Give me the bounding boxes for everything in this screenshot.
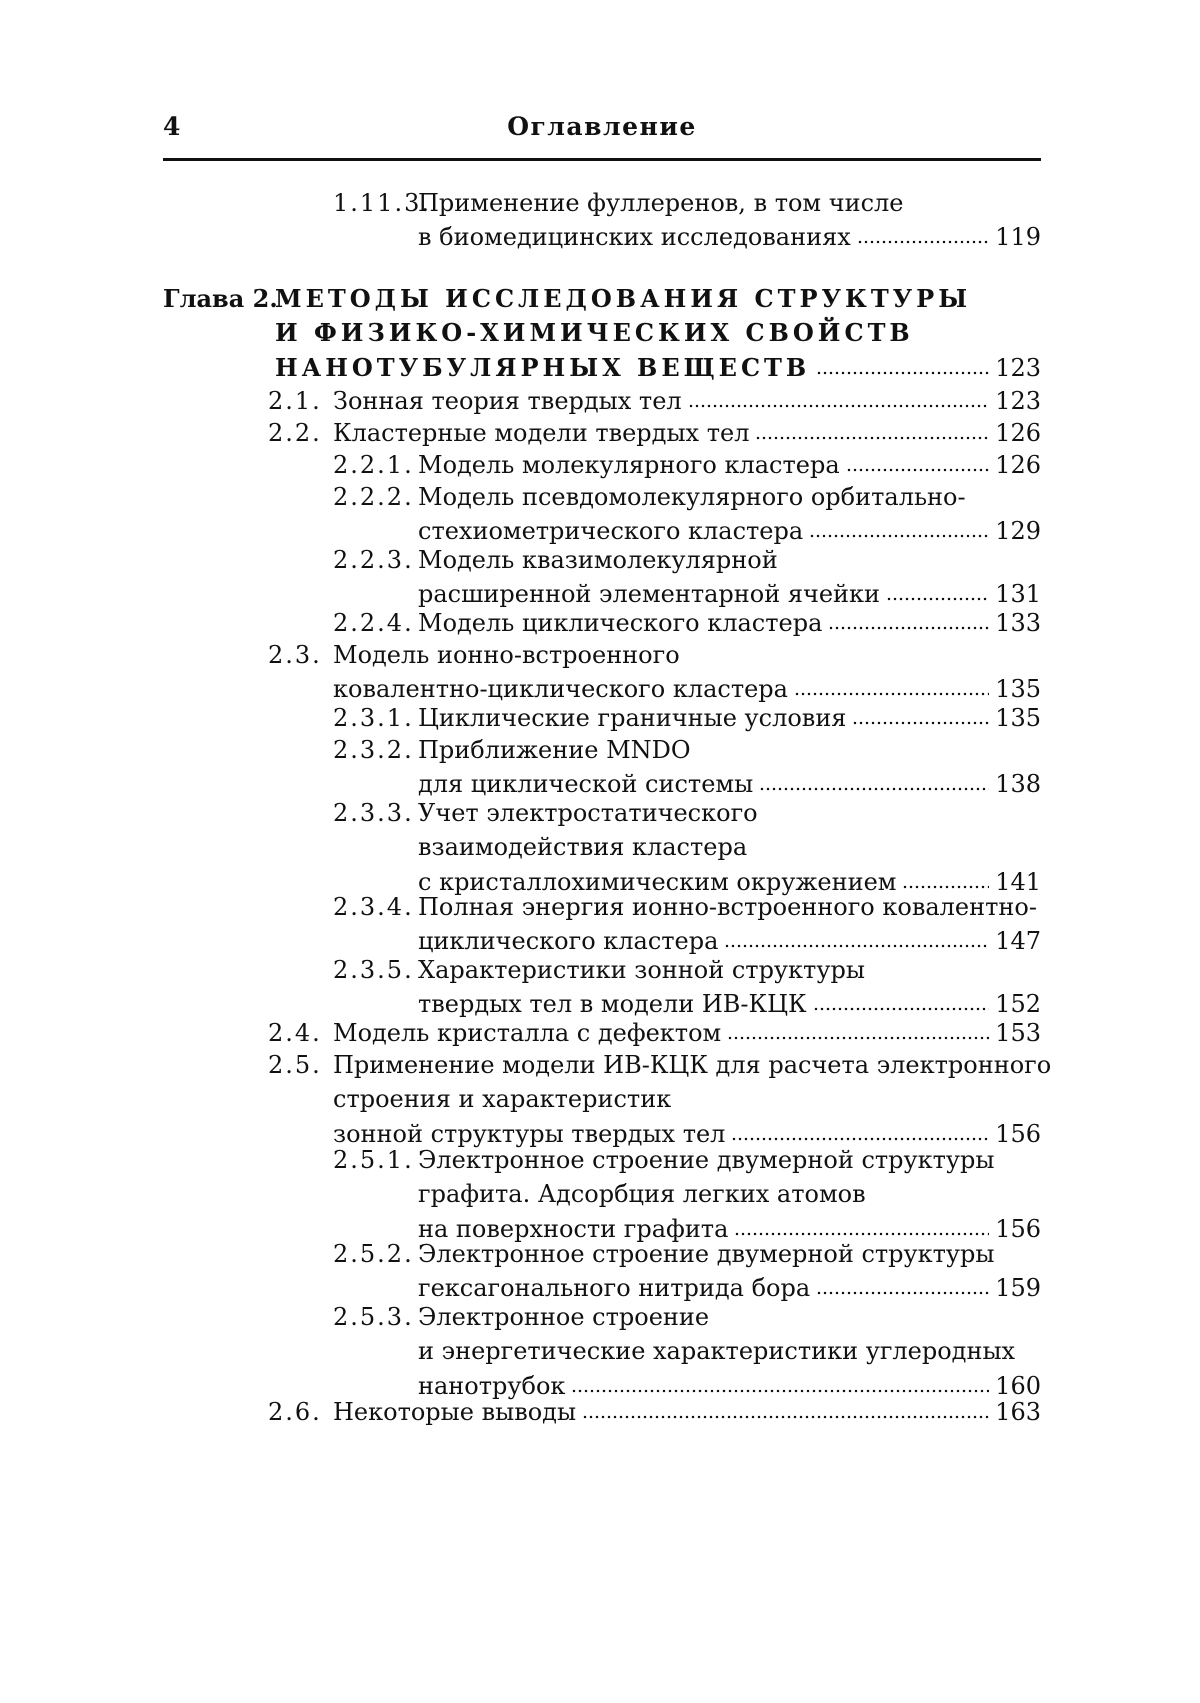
section-number: 2.5.2. bbox=[333, 1240, 414, 1268]
dot-leader bbox=[731, 1122, 989, 1142]
toc-entry-line bbox=[163, 480, 1041, 514]
section-title: взаимодействия кластера bbox=[418, 833, 748, 862]
section-title: Применение фуллеренов, в том числе bbox=[418, 189, 904, 217]
toc-leader-line bbox=[418, 701, 1041, 735]
dot-leader bbox=[727, 1021, 989, 1041]
page-reference: 163 bbox=[995, 1398, 1041, 1426]
toc-leader-line bbox=[333, 1016, 1041, 1050]
section-number: 2.2.2. bbox=[333, 483, 414, 511]
page-reference: 135 bbox=[995, 704, 1041, 732]
page-reference: 156 bbox=[995, 1119, 1041, 1148]
section-title: Некоторые выводы bbox=[333, 1398, 577, 1426]
dot-leader bbox=[759, 772, 989, 792]
toc-leader-line bbox=[333, 1395, 1041, 1429]
section-number: 2.5.3. bbox=[333, 1303, 414, 1331]
running-title: Оглавление bbox=[507, 112, 697, 141]
dot-leader bbox=[809, 519, 989, 539]
dot-leader bbox=[816, 1276, 989, 1296]
toc-entry-line bbox=[163, 1237, 1041, 1271]
section-title: расширенной элементарной ячейки bbox=[418, 580, 881, 609]
toc-entry-line bbox=[163, 1395, 1041, 1429]
section-title: строения и характеристик bbox=[333, 1085, 672, 1114]
toc-entry-line bbox=[163, 1082, 1041, 1116]
dot-leader bbox=[902, 870, 989, 890]
header-rule bbox=[163, 158, 1041, 161]
section-title: циклического кластера bbox=[418, 927, 719, 956]
toc-entry-line bbox=[163, 701, 1041, 735]
toc-entry-line bbox=[163, 1334, 1041, 1368]
section-number: 2.4. bbox=[268, 1019, 322, 1047]
toc-entry-line bbox=[163, 830, 1041, 864]
section-number: 2.1. bbox=[268, 387, 322, 415]
dot-leader bbox=[852, 706, 989, 726]
toc-entry-line bbox=[163, 220, 1041, 254]
toc-entry-line bbox=[163, 890, 1041, 924]
section-number: 2.2.4. bbox=[333, 609, 414, 637]
page-reference: 126 bbox=[995, 451, 1041, 479]
page-reference: 123 bbox=[995, 353, 1041, 382]
section-title: в биомедицинских исследованиях bbox=[418, 223, 851, 252]
page-reference: 156 bbox=[995, 1214, 1041, 1243]
toc-leader-line bbox=[275, 351, 1041, 385]
toc-entry-line bbox=[163, 1016, 1041, 1050]
section-title: Модель ионно-встроенного bbox=[333, 641, 680, 669]
section-number: 2.5. bbox=[268, 1051, 322, 1079]
toc-entry-line bbox=[163, 606, 1041, 640]
toc-leader-line bbox=[333, 384, 1041, 418]
page-number: 4 bbox=[163, 112, 181, 141]
section-number: 2.3. bbox=[268, 641, 322, 669]
section-title: Модель молекулярного кластера bbox=[418, 451, 840, 479]
section-number: 1.11.3. bbox=[333, 189, 431, 217]
section-title: Электронное строение bbox=[418, 1303, 710, 1331]
section-title: Применение модели ИВ-КЦК для расчета электронного bbox=[333, 1051, 1052, 1079]
section-title: Электронное строение двумерной структуры bbox=[418, 1146, 995, 1174]
section-title: графита. Адсорбция легких атомов bbox=[418, 1180, 866, 1209]
section-number: 2.3.3. bbox=[333, 799, 414, 827]
section-number: 2.3.5. bbox=[333, 956, 414, 984]
toc-entry-line bbox=[163, 953, 1041, 987]
toc-entry-line bbox=[163, 543, 1041, 577]
section-number: 2.2.1. bbox=[333, 451, 414, 479]
chapter-title: И ФИЗИКО-ХИМИЧЕСКИХ СВОЙСТВ bbox=[275, 318, 914, 348]
section-title: Зонная теория твердых тел bbox=[333, 387, 682, 415]
section-title: Учет электростатического bbox=[418, 799, 758, 827]
toc-chapter-line bbox=[163, 316, 1041, 350]
toc-chapter-line bbox=[163, 351, 1041, 385]
toc-entry-line bbox=[163, 638, 1041, 672]
page-reference: 159 bbox=[995, 1274, 1041, 1303]
section-title: Модель кристалла с дефектом bbox=[333, 1019, 722, 1047]
toc-leader-line bbox=[333, 416, 1041, 450]
page-reference: 119 bbox=[995, 223, 1041, 252]
section-title: Модель псевдомолекулярного орбитально- bbox=[418, 483, 966, 511]
page-header bbox=[163, 112, 1041, 154]
page-reference: 131 bbox=[995, 580, 1041, 609]
page-reference: 126 bbox=[995, 419, 1041, 447]
section-title: и энергетические характеристики углеродных bbox=[418, 1337, 1016, 1366]
chapter-title: НАНОТУБУЛЯРНЫХ ВЕЩЕСТВ bbox=[275, 352, 811, 382]
toc-leader-line bbox=[418, 606, 1041, 640]
dot-leader bbox=[734, 1217, 989, 1237]
page-reference: 133 bbox=[995, 609, 1041, 637]
toc-entry-line bbox=[163, 796, 1041, 830]
toc-entry-line bbox=[163, 1300, 1041, 1334]
section-title: на поверхности графита bbox=[418, 1214, 729, 1243]
toc-leader-line bbox=[418, 220, 1041, 254]
section-title: твердых тел в модели ИВ-КЦК bbox=[418, 990, 807, 1019]
page-reference: 147 bbox=[995, 927, 1041, 956]
section-number: 2.2. bbox=[268, 419, 322, 447]
chapter-number: Глава 2. bbox=[163, 284, 278, 313]
section-number: 2.5.1. bbox=[333, 1146, 414, 1174]
chapter-title: МЕТОДЫ ИССЛЕДОВАНИЯ СТРУКТУРЫ bbox=[275, 284, 972, 313]
toc-entry-line bbox=[163, 448, 1041, 482]
page-reference: 153 bbox=[995, 1019, 1041, 1047]
section-number: 2.2.3. bbox=[333, 546, 414, 574]
section-title: нанотрубок bbox=[418, 1371, 566, 1400]
section-title: Приближение MNDO bbox=[418, 736, 691, 764]
dot-leader bbox=[828, 611, 989, 631]
section-title: Кластерные модели твердых тел bbox=[333, 419, 750, 447]
dot-leader bbox=[571, 1374, 989, 1394]
toc-leader-line bbox=[418, 448, 1041, 482]
section-title: Характеристики зонной структуры bbox=[418, 956, 865, 984]
dot-leader bbox=[886, 582, 989, 602]
section-title: гексагонального нитрида бора bbox=[418, 1274, 811, 1303]
section-title: Циклические граничные условия bbox=[418, 704, 847, 732]
toc-entry-line bbox=[163, 1048, 1052, 1082]
toc-entry-line bbox=[163, 1177, 1041, 1211]
toc-entry-line bbox=[163, 186, 1041, 220]
section-title: Модель квазимолекулярной bbox=[418, 546, 778, 574]
page-reference: 138 bbox=[995, 770, 1041, 799]
toc-entry-line bbox=[163, 733, 1041, 767]
section-number: 2.6. bbox=[268, 1398, 322, 1426]
toc-entry-line bbox=[163, 1143, 1041, 1177]
section-title: стехиометрического кластера bbox=[418, 517, 804, 546]
page-reference: 123 bbox=[995, 387, 1041, 415]
dot-leader bbox=[794, 677, 989, 697]
section-title: Полная энергия ионно-встроенного ковалентно- bbox=[418, 893, 1037, 921]
toc-chapter-line bbox=[163, 282, 1041, 316]
page-reference: 160 bbox=[995, 1371, 1041, 1400]
section-title: зонной структуры твердых тел bbox=[333, 1119, 726, 1148]
page-reference: 129 bbox=[995, 517, 1041, 546]
toc-entry-line bbox=[163, 416, 1041, 450]
dot-leader bbox=[857, 225, 989, 245]
section-title: Модель циклического кластера bbox=[418, 609, 823, 637]
section-title: Электронное строение двумерной структуры bbox=[418, 1240, 995, 1268]
page-reference: 152 bbox=[995, 990, 1041, 1019]
dot-leader bbox=[755, 421, 989, 441]
section-title: для циклической системы bbox=[418, 770, 754, 799]
page-reference: 141 bbox=[995, 867, 1041, 896]
section-number: 2.3.2. bbox=[333, 736, 414, 764]
toc-entry-line bbox=[163, 384, 1041, 418]
section-title: с кристаллохимическим окружением bbox=[418, 867, 897, 896]
page-reference: 135 bbox=[995, 675, 1041, 704]
dot-leader bbox=[816, 356, 989, 376]
dot-leader bbox=[688, 389, 990, 409]
section-number: 2.3.1. bbox=[333, 704, 414, 732]
dot-leader bbox=[846, 453, 990, 473]
dot-leader bbox=[724, 929, 989, 949]
section-number: 2.3.4. bbox=[333, 893, 414, 921]
dot-leader bbox=[813, 992, 990, 1012]
dot-leader bbox=[582, 1400, 989, 1420]
section-title: ковалентно-циклического кластера bbox=[333, 675, 788, 704]
